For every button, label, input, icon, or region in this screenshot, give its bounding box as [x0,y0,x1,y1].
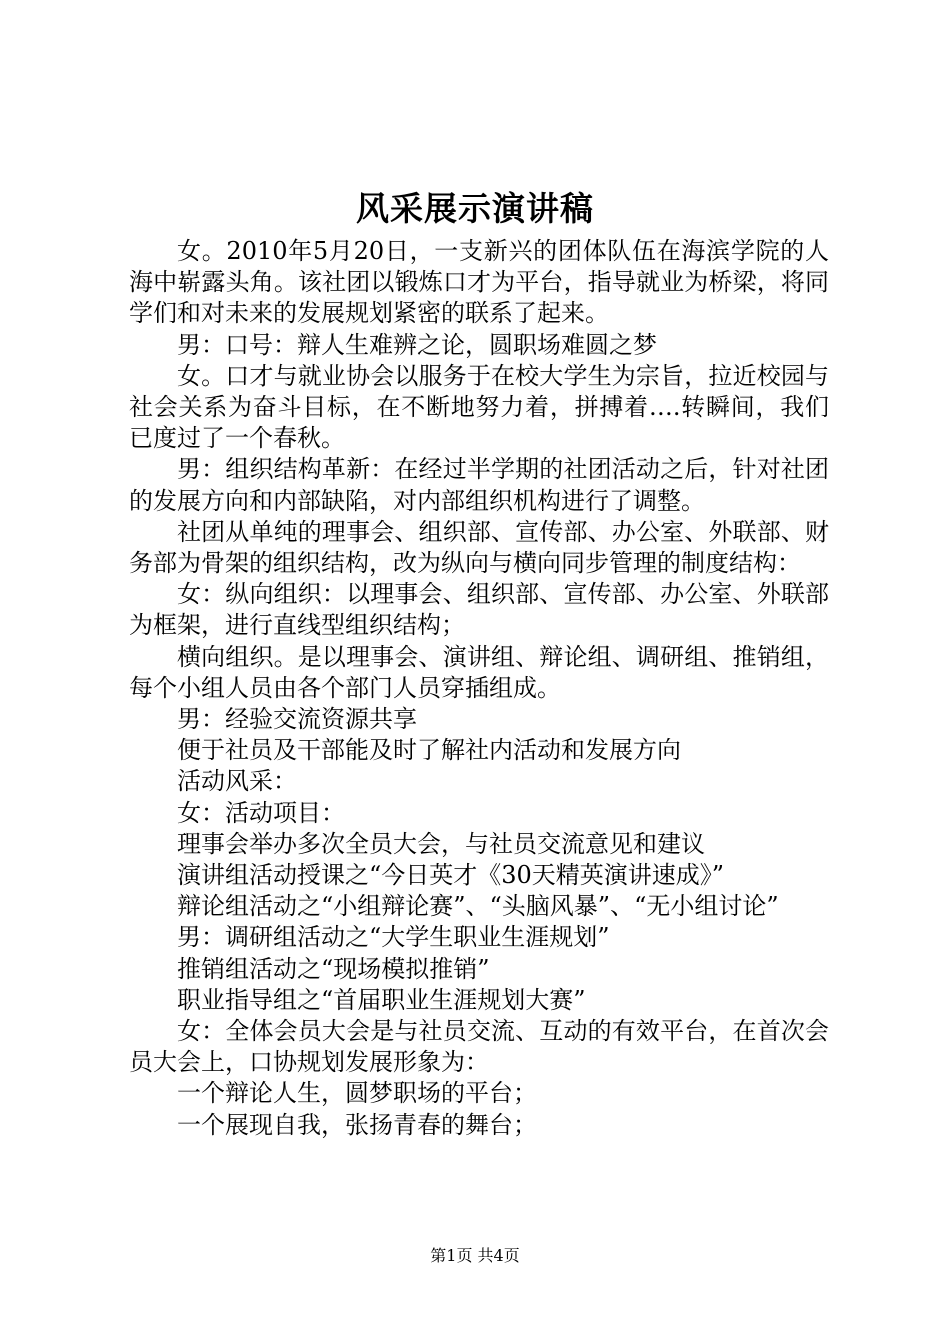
paragraph: 辩论组活动之“小组辩论赛”、“头脑风暴”、“无小组讨论” [177,892,779,921]
paragraph: 一个展现自我，张扬青春的舞台； [177,1110,537,1139]
paragraph: 女。2010年5月20日，一支新兴的团体队伍在海滨学院的人海中崭露头角。该社团以锻炼口才为平台，指导就业为桥梁，将同学们和对未来的发展规划紧密的联系了起来。 [129,237,829,328]
paragraph: 便于社员及干部能及时了解社内活动和发展方向 [177,736,681,765]
paragraph: 理事会举办多次全员大会，与社员交流意见和建议 [177,829,705,858]
paragraph: 女：纵向组织：以理事会、组织部、宣传部、办公室、外联部为框架，进行直线型组织结构； [129,580,829,640]
paragraph: 女：全体会员大会是与社员交流、互动的有效平台，在首次会员大会上，口协规划发展形象为： [129,1017,829,1077]
paragraph: 演讲组活动授课之“今日英才《30天精英演讲速成》” [177,861,725,890]
paragraph: 女：活动项目： [177,798,345,827]
document-body [129,236,829,1141]
paragraph: 男：经验交流资源共享 [177,705,417,734]
page-number-footer: 第1页 共4页 [430,1246,520,1265]
paragraph: 男：调研组活动之“大学生职业生涯规划” [177,923,610,952]
paragraph: 男：组织结构革新：在经过半学期的社团活动之后，针对社团的发展方向和内部缺陷，对内部组织机构进行了调整。 [129,455,829,515]
paragraph: 女。口才与就业协会以服务于在校大学生为宗旨，拉近校园与社会关系为奋斗目标，在不断地努力着，拼搏着….转瞬间，我们已度过了一个春秋。 [129,361,829,453]
paragraph: 一个辩论人生，圆梦职场的平台； [177,1079,537,1108]
paragraph: 男：口号：辩人生难辨之论，圆职场难圆之梦 [177,330,657,359]
paragraph: 活动风采： [177,767,297,796]
page-title: 风采展示演讲稿 [356,189,594,228]
paragraph: 横向组织。是以理事会、演讲组、辩论组、调研组、推销组，每个小组人员由各个部门人员穿插组成。 [129,642,829,702]
paragraph: 职业指导组之“首届职业生涯规划大赛” [177,985,586,1014]
paragraph: 社团从单纯的理事会、组织部、宣传部、办公室、外联部、财务部为骨架的组织结构，改为纵向与横向同步管理的制度结构： [129,517,829,578]
paragraph: 推销组活动之“现场模拟推销” [177,954,490,983]
